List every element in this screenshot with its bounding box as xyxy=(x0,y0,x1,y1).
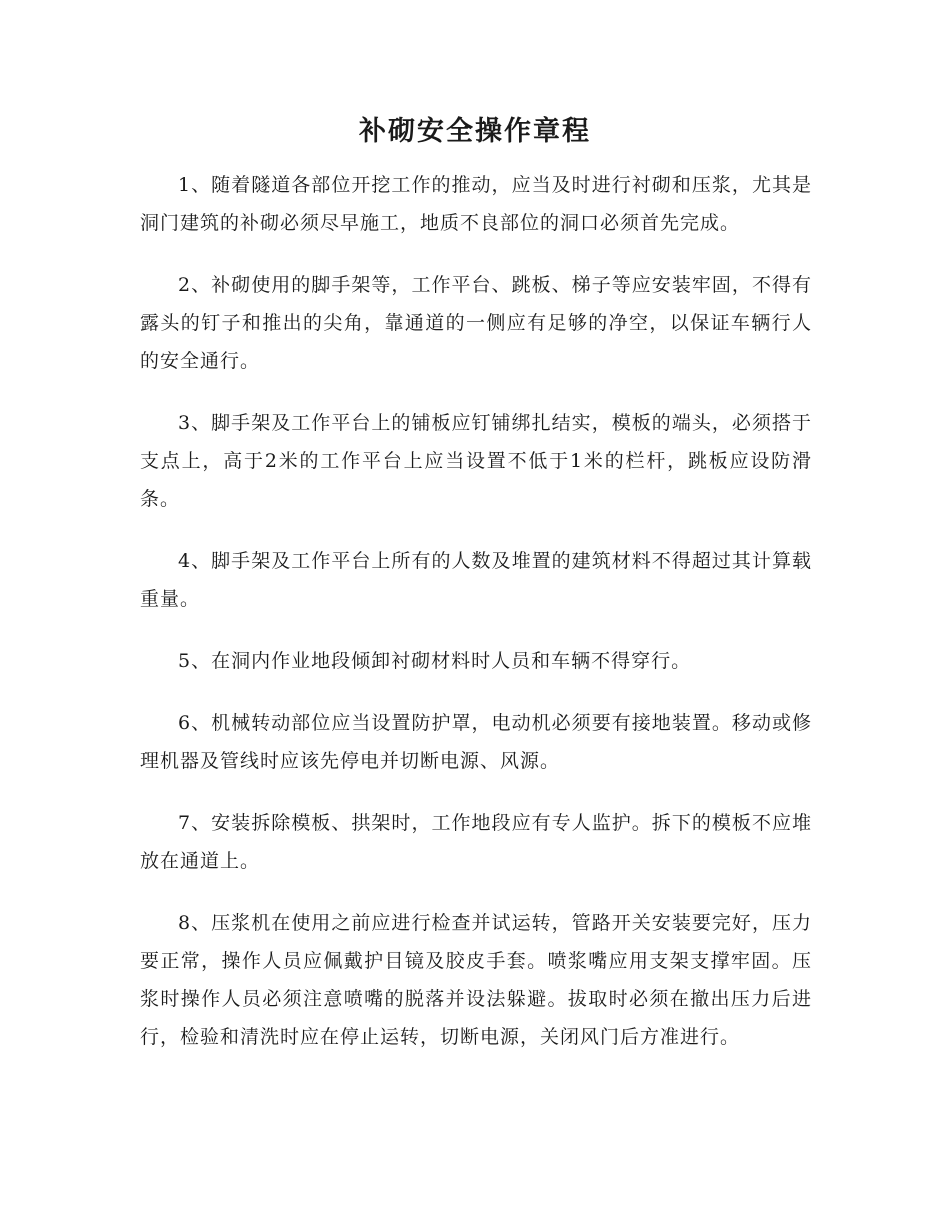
paragraph-3: 3、脚手架及工作平台上的铺板应钉铺绑扎结实，模板的端头，必须搭于支点上，高于2米的工作平台上应当设置不低于1米的栏杆，跳板应设防滑条。 xyxy=(140,412,812,510)
paragraph-6: 6、机械转动部位应当设置防护罩，电动机必须要有接地装置。移动或修理机器及管线时应该先停电并切断电源、风源。 xyxy=(140,712,812,772)
paragraph-2: 2、补砌使用的脚手架等，工作平台、跳板、梯子等应安装牢固，不得有露头的钉子和推出的尖角，靠通道的一侧应有足够的净空，以保证车辆行人的安全通行。 xyxy=(140,274,812,372)
paragraph-4: 4、脚手架及工作平台上所有的人数及堆置的建筑材料不得超过其计算载重量。 xyxy=(140,550,812,610)
document-body xyxy=(140,166,812,1080)
paragraph-1: 1、随着隧道各部位开挖工作的推动，应当及时进行衬砌和压浆，尤其是洞门建筑的补砌必须尽早施工，地质不良部位的洞口必须首先完成。 xyxy=(140,174,812,234)
document-title: 补砌安全操作章程 xyxy=(359,116,591,147)
paragraph-5: 5、在洞内作业地段倾卸衬砌材料时人员和车辆不得穿行。 xyxy=(178,650,692,672)
paragraph-7: 7、安装拆除模板、拱架时，工作地段应有专人监护。拆下的模板不应堆放在通道上。 xyxy=(140,812,812,872)
paragraph-8: 8、压浆机在使用之前应进行检查并试运转，管路开关安装要完好，压力要正常，操作人员应佩戴护目镜及胶皮手套。喷浆嘴应用支架支撑牢固。压浆时操作人员必须注意喷嘴的脱落并设法躲避。拔取时必须在撤出压力后进行，检验和清洗时应在停止运转，切断电源，关闭风门后方准进行。 xyxy=(140,912,812,1048)
